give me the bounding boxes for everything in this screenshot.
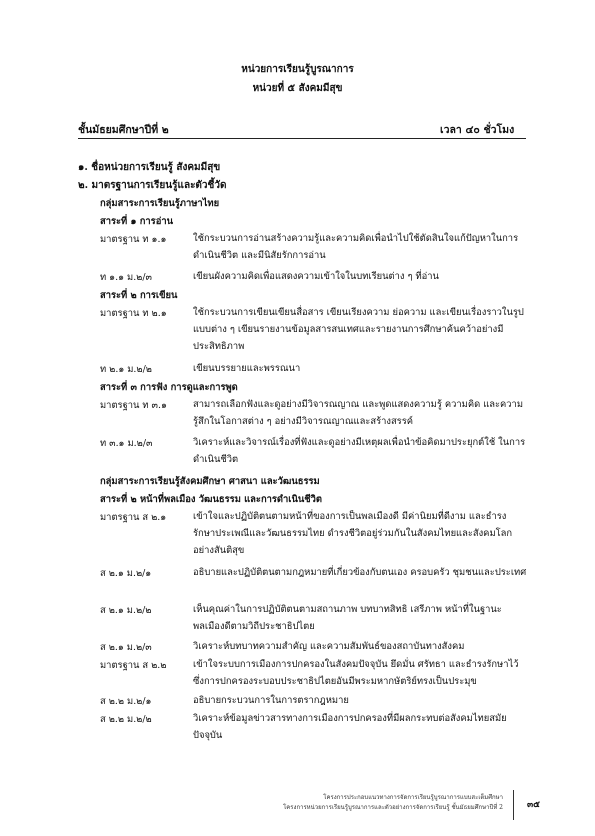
standard-code: มาตรฐาน ท ๓.๑: [100, 400, 167, 411]
footer-line1: โครงการประกอบแนวทางการจัดการเรียนรู้บูรณาการแบบสะเต็มศึกษา: [323, 794, 503, 801]
indicator-description: วิเคราะห์และวิจารณ์เรื่องที่ฟังและดูอย่างมีเหตุผลเพื่อนำข้อคิดมาประยุกต์ใช้ ในการดำเนินชีวิต: [193, 437, 526, 465]
standard-description: ใช้กระบวนการเขียนเขียนสื่อสาร เขียนเรียงความ ย่อความ และเขียนเรื่องราวในรูปแบบต่าง ๆ เขียนรายงานข้อมูลสารสนเทศและรายงานการศึกษาค้นคว้าอย่างมีประสิทธิภาพ: [193, 307, 524, 352]
indicator-code: ส ๒.๒ ม.๒/๒: [100, 714, 152, 725]
standard-description: เข้าใจและปฏิบัติตนตามหน้าที่ของการเป็นพลเมืองดี มีค่านิยมที่ดีงาม และธำรงรักษาประเพณีและวัฒนธรรมไทย ดำรงชีวิตอยู่ร่วมกันในสังคมไทยและสังคมโลกอย่างสันติสุข: [193, 511, 513, 556]
section-unit-name: ๑. ชื่อหน่วยการเรียนรู้ สังคมมีสุข: [78, 162, 221, 173]
time-allocation: เวลา ๔๐ ชั่วโมง: [440, 124, 515, 136]
indicator-code: ส ๒.๑ ม.๒/๓: [100, 642, 152, 653]
indicator-description: เห็นคุณค่าในการปฏิบัติตนตามสถานภาพ บทบาทสิทธิ เสรีภาพ หน้าที่ในฐานะพลเมืองดีตามวิถีประชาธิปไตย: [193, 604, 502, 632]
indicator-description: เขียนบรรยายและพรรณนา: [193, 363, 301, 374]
social-subject-group: กลุ่มสาระการเรียนรู้สังคมศึกษา ศาสนา และวัฒนธรรม: [100, 476, 320, 487]
indicator-code: ท ๓.๑ ม.๒/๓: [100, 438, 153, 449]
standard-code: มาตรฐาน ท ๑.๑: [100, 234, 167, 245]
standard-description: สามารถเลือกฟังและดูอย่างมีวิจารณญาณ และพูดแสดงความรู้ ความคิด และความรู้สึกในโอกาสต่าง ๆ อย่างมีวิจารณญาณและสร้างสรรค์: [193, 399, 523, 427]
standard-code: มาตรฐาน ส ๒.๑: [100, 512, 167, 523]
indicator-description: อธิบายและปฏิบัติตนตามกฎหมายที่เกี่ยวข้องกับตนเอง ครอบครัว ชุมชนและประเทศ: [193, 567, 527, 578]
grade-level: ชั้นมัธยมศึกษาปีที่ ๒: [78, 124, 169, 136]
standard-description: เข้าใจระบบการเมืองการปกครองในสังคมปัจจุบัน ยึดมั่น ศรัทธา และธำรงรักษาไว้ซึ่งการปกครองระบอบประชาธิปไตยอันมีพระมหากษัตริย์ทรงเป็นประมุข: [193, 659, 519, 687]
header-divider: [78, 138, 526, 139]
indicator-code: ส ๒.๒ ม.๒/๑: [100, 696, 152, 707]
indicator-description: อธิบายกระบวนการในการตรากฎหมาย: [193, 695, 349, 706]
footer-separator: [513, 790, 514, 820]
indicator-code: ท ๒.๑ ม.๒/๒: [100, 364, 152, 375]
thai-subject-group: กลุ่มสาระการเรียนรู้ภาษาไทย: [100, 198, 220, 209]
section-standards-heading: ๒. มาตรฐานการเรียนรู้และตัวชี้วัด: [78, 180, 227, 191]
social-strand-civics: สาระที่ ๒ หน้าที่พลเมือง วัฒนธรรม และการดำเนินชีวิต: [100, 494, 323, 505]
thai-strand-writing: สาระที่ ๒ การเขียน: [100, 290, 178, 301]
thai-strand-listening: สาระที่ ๓ การฟัง การดูและการพูด: [100, 382, 238, 393]
indicator-description: วิเคราะห์บทบาทความสำคัญ และความสัมพันธ์ของสถาบันทางสังคม: [193, 641, 465, 652]
standard-description: ใช้กระบวนการอ่านสร้างความรู้และความคิดเพื่อนำไปใช้ตัดสินใจแก้ปัญหาในการดำเนินชีวิต และมีนิสัยรักการอ่าน: [193, 233, 519, 261]
standard-code: มาตรฐาน ส ๒.๒: [100, 660, 167, 671]
document-title-line1: หน่วยการเรียนรู้บูรณาการ: [241, 64, 354, 75]
indicator-code: ส ๒.๑ ม.๒/๒: [100, 605, 152, 616]
standard-code: มาตรฐาน ท ๒.๑: [100, 308, 167, 319]
footer-line2: โครงการหน่วยการเรียนรู้บูรณาการและตัวอย่างการจัดการเรียนรู้ ชั้นมัธยมศึกษาปีที่ 2: [283, 804, 503, 811]
indicator-code: ส ๒.๑ ม.๒/๑: [100, 568, 152, 579]
document-title-line2: หน่วยที่ ๕ สังคมมีสุข: [252, 83, 343, 94]
indicator-description: วิเคราะห์ข้อมูลข่าวสารทางการเมืองการปกครองที่มีผลกระทบต่อสังคมไทยสมัยปัจจุบัน: [193, 713, 507, 741]
thai-strand-reading: สาระที่ ๑ การอ่าน: [100, 216, 173, 227]
indicator-description: เขียนผังความคิดเพื่อแสดงความเข้าใจในบทเรียนต่าง ๆ ที่อ่าน: [193, 271, 439, 282]
indicator-code: ท ๑.๑ ม.๒/๓: [100, 272, 152, 283]
page-number: ๓๕: [527, 800, 540, 810]
